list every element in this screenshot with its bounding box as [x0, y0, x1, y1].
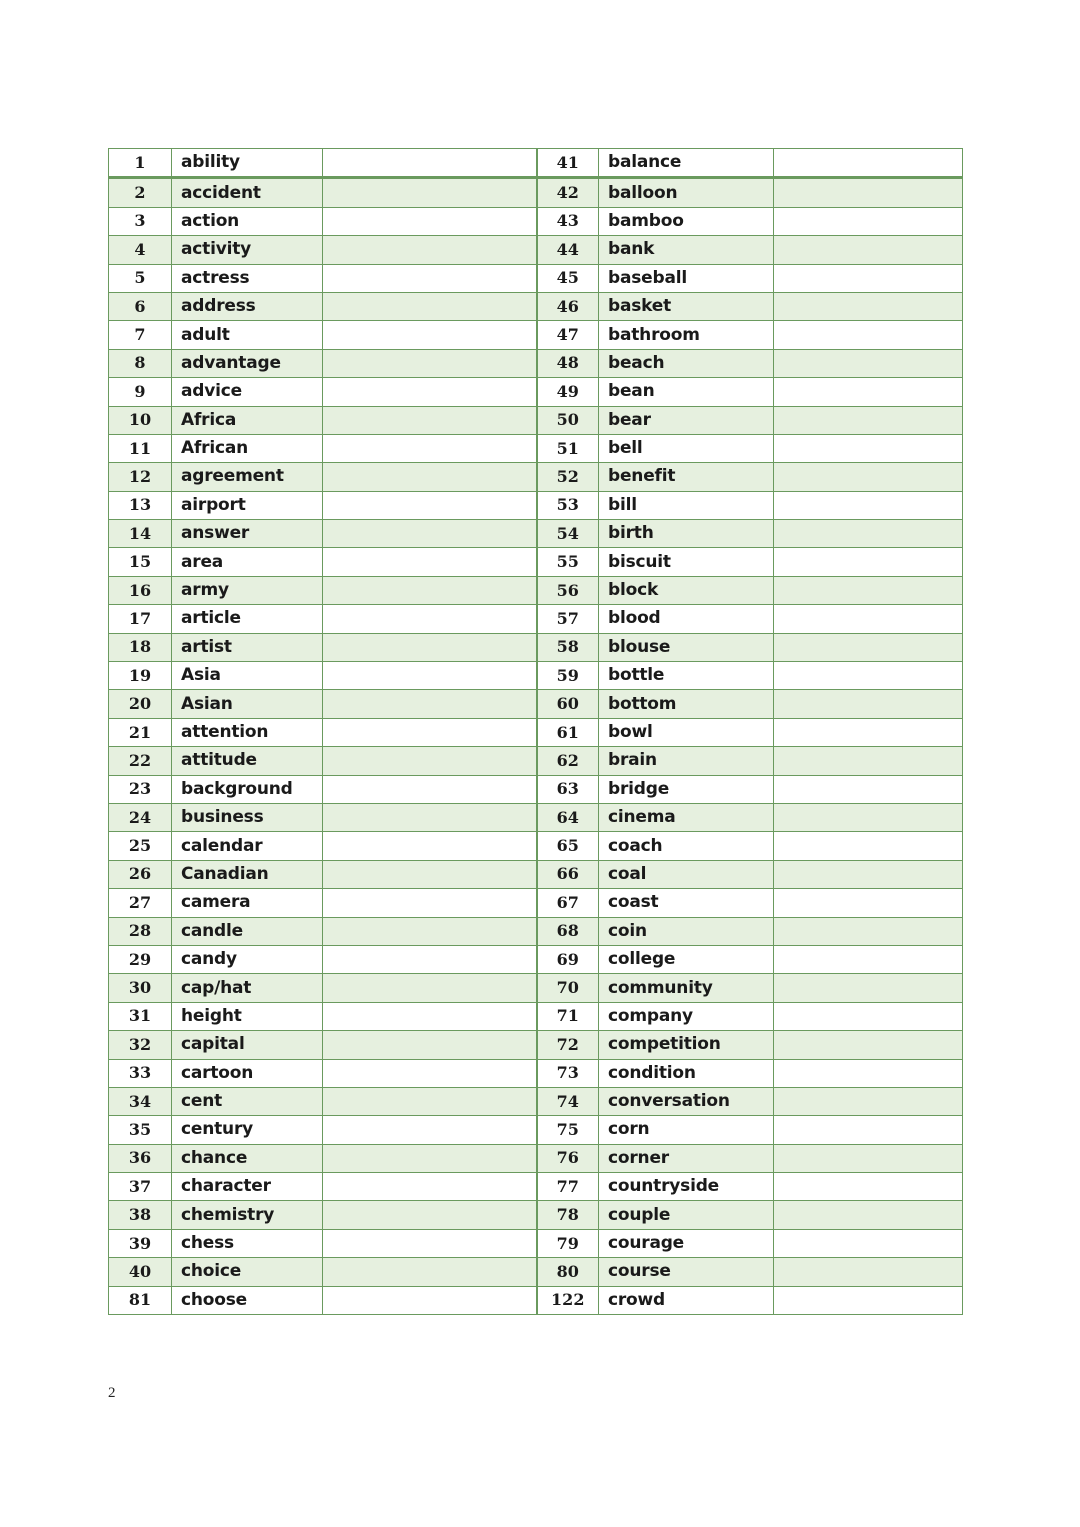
right-item-word: community — [599, 974, 774, 1002]
right-answer-cell[interactable] — [774, 548, 963, 576]
left-item-number: 33 — [109, 1059, 172, 1087]
vocabulary-table — [108, 148, 963, 1315]
right-answer-cell[interactable] — [774, 945, 963, 973]
right-item-word: corner — [599, 1144, 774, 1172]
right-answer-cell[interactable] — [774, 1201, 963, 1229]
left-item-number: 15 — [109, 548, 172, 576]
left-item-number: 30 — [109, 974, 172, 1002]
left-item-number: 24 — [109, 803, 172, 831]
left-answer-cell[interactable] — [323, 434, 537, 462]
right-item-number: 53 — [537, 491, 599, 519]
right-item-word: bamboo — [599, 207, 774, 235]
left-answer-cell[interactable] — [323, 378, 537, 406]
right-answer-cell[interactable] — [774, 178, 963, 207]
right-answer-cell[interactable] — [774, 1031, 963, 1059]
table-row — [109, 207, 963, 235]
table-row — [109, 463, 963, 491]
right-answer-cell[interactable] — [774, 747, 963, 775]
right-item-number: 65 — [537, 832, 599, 860]
table-row — [109, 321, 963, 349]
left-item-word: article — [172, 605, 323, 633]
table-row — [109, 1002, 963, 1030]
left-item-word: army — [172, 576, 323, 604]
right-item-number: 78 — [537, 1201, 599, 1229]
table-row — [109, 264, 963, 292]
right-item-number: 73 — [537, 1059, 599, 1087]
table-row — [109, 1116, 963, 1144]
left-answer-cell[interactable] — [323, 917, 537, 945]
right-item-word: coach — [599, 832, 774, 860]
left-item-number: 18 — [109, 633, 172, 661]
right-answer-cell[interactable] — [774, 434, 963, 462]
left-item-number: 20 — [109, 690, 172, 718]
table-row — [109, 1031, 963, 1059]
right-item-word: bank — [599, 236, 774, 264]
left-item-word: answer — [172, 520, 323, 548]
right-item-word: course — [599, 1258, 774, 1286]
left-item-number: 22 — [109, 747, 172, 775]
right-item-word: bathroom — [599, 321, 774, 349]
right-item-word: block — [599, 576, 774, 604]
right-answer-cell[interactable] — [774, 236, 963, 264]
left-answer-cell[interactable] — [323, 463, 537, 491]
left-item-number: 27 — [109, 889, 172, 917]
left-item-number: 32 — [109, 1031, 172, 1059]
right-item-word: beach — [599, 349, 774, 377]
left-item-number: 5 — [109, 264, 172, 292]
right-answer-cell[interactable] — [774, 1059, 963, 1087]
right-item-number: 56 — [537, 576, 599, 604]
left-item-word: African — [172, 434, 323, 462]
table-row — [109, 1201, 963, 1229]
left-item-word: advice — [172, 378, 323, 406]
right-item-word: conversation — [599, 1087, 774, 1115]
left-answer-cell[interactable] — [323, 207, 537, 235]
left-item-word: area — [172, 548, 323, 576]
table-row — [109, 149, 963, 178]
left-item-word: attitude — [172, 747, 323, 775]
left-answer-cell[interactable] — [323, 803, 537, 831]
right-item-number: 50 — [537, 406, 599, 434]
right-answer-cell[interactable] — [774, 718, 963, 746]
right-item-word: birth — [599, 520, 774, 548]
left-item-word: camera — [172, 889, 323, 917]
left-item-word: cent — [172, 1087, 323, 1115]
right-item-word: blood — [599, 605, 774, 633]
left-item-number: 38 — [109, 1201, 172, 1229]
left-answer-cell[interactable] — [323, 264, 537, 292]
right-answer-cell[interactable] — [774, 1087, 963, 1115]
right-item-word: baseball — [599, 264, 774, 292]
left-item-number: 16 — [109, 576, 172, 604]
table-row — [109, 178, 963, 207]
right-item-number: 46 — [537, 292, 599, 320]
left-item-word: capital — [172, 1031, 323, 1059]
left-item-word: chance — [172, 1144, 323, 1172]
right-answer-cell[interactable] — [774, 378, 963, 406]
left-item-number: 14 — [109, 520, 172, 548]
right-answer-cell[interactable] — [774, 520, 963, 548]
left-answer-cell[interactable] — [323, 775, 537, 803]
right-answer-cell[interactable] — [774, 860, 963, 888]
left-item-word: business — [172, 803, 323, 831]
right-answer-cell[interactable] — [774, 491, 963, 519]
table-row — [109, 292, 963, 320]
left-item-number: 6 — [109, 292, 172, 320]
right-answer-cell[interactable] — [774, 1286, 963, 1314]
left-item-word: choose — [172, 1286, 323, 1314]
table-row — [109, 1286, 963, 1314]
table-row — [109, 860, 963, 888]
table-row — [109, 520, 963, 548]
left-answer-cell[interactable] — [323, 605, 537, 633]
table-row — [109, 945, 963, 973]
right-answer-cell[interactable] — [774, 974, 963, 1002]
right-answer-cell[interactable] — [774, 406, 963, 434]
left-item-word: accident — [172, 178, 323, 207]
right-item-word: basket — [599, 292, 774, 320]
left-item-word: cap/hat — [172, 974, 323, 1002]
right-answer-cell[interactable] — [774, 576, 963, 604]
right-answer-cell[interactable] — [774, 321, 963, 349]
left-item-number: 3 — [109, 207, 172, 235]
left-item-number: 1 — [109, 149, 172, 178]
right-item-word: blouse — [599, 633, 774, 661]
right-item-number: 63 — [537, 775, 599, 803]
left-answer-cell[interactable] — [323, 1116, 537, 1144]
right-item-word: biscuit — [599, 548, 774, 576]
right-item-word: bell — [599, 434, 774, 462]
table-row — [109, 349, 963, 377]
left-answer-cell[interactable] — [323, 1258, 537, 1286]
right-answer-cell[interactable] — [774, 292, 963, 320]
left-answer-cell[interactable] — [323, 1229, 537, 1257]
left-item-word: agreement — [172, 463, 323, 491]
right-item-word: bean — [599, 378, 774, 406]
table-row — [109, 1144, 963, 1172]
left-answer-cell[interactable] — [323, 945, 537, 973]
left-item-word: ability — [172, 149, 323, 178]
right-answer-cell[interactable] — [774, 149, 963, 178]
left-answer-cell[interactable] — [323, 149, 537, 178]
right-item-word: couple — [599, 1201, 774, 1229]
right-item-word: balloon — [599, 178, 774, 207]
right-item-word: competition — [599, 1031, 774, 1059]
right-answer-cell[interactable] — [774, 690, 963, 718]
right-answer-cell[interactable] — [774, 662, 963, 690]
right-answer-cell[interactable] — [774, 803, 963, 831]
left-item-word: address — [172, 292, 323, 320]
table-row — [109, 662, 963, 690]
left-item-number: 35 — [109, 1116, 172, 1144]
table-row — [109, 718, 963, 746]
right-answer-cell[interactable] — [774, 1258, 963, 1286]
left-item-number: 26 — [109, 860, 172, 888]
left-item-word: chess — [172, 1229, 323, 1257]
table-row — [109, 775, 963, 803]
left-answer-cell[interactable] — [323, 1173, 537, 1201]
left-item-word: adult — [172, 321, 323, 349]
left-answer-cell[interactable] — [323, 860, 537, 888]
right-item-number: 55 — [537, 548, 599, 576]
left-item-word: candy — [172, 945, 323, 973]
table-row — [109, 491, 963, 519]
vocabulary-table-body — [109, 149, 963, 1315]
right-item-word: coast — [599, 889, 774, 917]
left-item-word: Asian — [172, 690, 323, 718]
left-answer-cell[interactable] — [323, 178, 537, 207]
left-item-word: choice — [172, 1258, 323, 1286]
left-item-number: 34 — [109, 1087, 172, 1115]
left-answer-cell[interactable] — [323, 349, 537, 377]
right-answer-cell[interactable] — [774, 605, 963, 633]
right-item-number: 54 — [537, 520, 599, 548]
left-answer-cell[interactable] — [323, 690, 537, 718]
left-item-word: height — [172, 1002, 323, 1030]
right-item-word: corn — [599, 1116, 774, 1144]
table-row — [109, 434, 963, 462]
left-answer-cell[interactable] — [323, 321, 537, 349]
right-item-word: coal — [599, 860, 774, 888]
table-row — [109, 236, 963, 264]
right-item-word: brain — [599, 747, 774, 775]
table-row — [109, 633, 963, 661]
left-answer-cell[interactable] — [323, 718, 537, 746]
table-row — [109, 747, 963, 775]
left-item-word: action — [172, 207, 323, 235]
right-item-word: bottle — [599, 662, 774, 690]
right-item-number: 45 — [537, 264, 599, 292]
table-row — [109, 917, 963, 945]
left-item-number: 11 — [109, 434, 172, 462]
left-item-number: 21 — [109, 718, 172, 746]
left-item-word: activity — [172, 236, 323, 264]
right-item-number: 51 — [537, 434, 599, 462]
right-answer-cell[interactable] — [774, 207, 963, 235]
right-item-word: bowl — [599, 718, 774, 746]
right-item-number: 71 — [537, 1002, 599, 1030]
left-answer-cell[interactable] — [323, 1087, 537, 1115]
left-item-word: cartoon — [172, 1059, 323, 1087]
table-row — [109, 1173, 963, 1201]
right-item-word: bridge — [599, 775, 774, 803]
table-row — [109, 1258, 963, 1286]
table-row — [109, 974, 963, 1002]
left-answer-cell[interactable] — [323, 406, 537, 434]
left-item-number: 12 — [109, 463, 172, 491]
right-item-number: 58 — [537, 633, 599, 661]
left-item-word: Africa — [172, 406, 323, 434]
left-answer-cell[interactable] — [323, 832, 537, 860]
table-row — [109, 1229, 963, 1257]
right-answer-cell[interactable] — [774, 463, 963, 491]
left-item-word: actress — [172, 264, 323, 292]
right-item-number: 75 — [537, 1116, 599, 1144]
right-item-number: 52 — [537, 463, 599, 491]
right-item-number: 67 — [537, 889, 599, 917]
right-item-number: 57 — [537, 605, 599, 633]
right-item-number: 68 — [537, 917, 599, 945]
left-item-word: advantage — [172, 349, 323, 377]
left-item-number: 13 — [109, 491, 172, 519]
right-item-number: 77 — [537, 1173, 599, 1201]
left-item-number: 19 — [109, 662, 172, 690]
left-answer-cell[interactable] — [323, 1031, 537, 1059]
right-answer-cell[interactable] — [774, 1144, 963, 1172]
left-item-word: century — [172, 1116, 323, 1144]
right-item-number: 49 — [537, 378, 599, 406]
left-item-number: 37 — [109, 1173, 172, 1201]
left-answer-cell[interactable] — [323, 236, 537, 264]
left-answer-cell[interactable] — [323, 1059, 537, 1087]
right-item-number: 70 — [537, 974, 599, 1002]
left-answer-cell[interactable] — [323, 491, 537, 519]
table-row — [109, 378, 963, 406]
right-item-word: college — [599, 945, 774, 973]
left-item-word: chemistry — [172, 1201, 323, 1229]
left-item-number: 9 — [109, 378, 172, 406]
left-item-number: 40 — [109, 1258, 172, 1286]
right-answer-cell[interactable] — [774, 889, 963, 917]
left-answer-cell[interactable] — [323, 662, 537, 690]
right-item-word: balance — [599, 149, 774, 178]
right-answer-cell[interactable] — [774, 264, 963, 292]
page-number: 2 — [108, 1385, 116, 1401]
table-row — [109, 406, 963, 434]
left-item-word: Canadian — [172, 860, 323, 888]
left-answer-cell[interactable] — [323, 889, 537, 917]
right-item-number: 122 — [537, 1286, 599, 1314]
right-item-word: bill — [599, 491, 774, 519]
right-item-number: 59 — [537, 662, 599, 690]
right-answer-cell[interactable] — [774, 775, 963, 803]
right-item-number: 48 — [537, 349, 599, 377]
right-item-number: 60 — [537, 690, 599, 718]
left-item-number: 81 — [109, 1286, 172, 1314]
left-answer-cell[interactable] — [323, 520, 537, 548]
right-item-word: bottom — [599, 690, 774, 718]
right-item-word: benefit — [599, 463, 774, 491]
left-item-number: 7 — [109, 321, 172, 349]
right-item-number: 74 — [537, 1087, 599, 1115]
right-item-number: 62 — [537, 747, 599, 775]
right-answer-cell[interactable] — [774, 832, 963, 860]
left-item-number: 2 — [109, 178, 172, 207]
left-item-number: 29 — [109, 945, 172, 973]
right-item-number: 43 — [537, 207, 599, 235]
left-item-word: character — [172, 1173, 323, 1201]
right-item-number: 44 — [537, 236, 599, 264]
right-answer-cell[interactable] — [774, 633, 963, 661]
right-item-number: 47 — [537, 321, 599, 349]
left-answer-cell[interactable] — [323, 633, 537, 661]
right-item-word: company — [599, 1002, 774, 1030]
left-answer-cell[interactable] — [323, 1144, 537, 1172]
left-answer-cell[interactable] — [323, 1201, 537, 1229]
left-answer-cell[interactable] — [323, 974, 537, 1002]
right-item-number: 76 — [537, 1144, 599, 1172]
right-item-number: 80 — [537, 1258, 599, 1286]
right-item-number: 42 — [537, 178, 599, 207]
right-answer-cell[interactable] — [774, 1173, 963, 1201]
left-answer-cell[interactable] — [323, 1286, 537, 1314]
right-item-number: 69 — [537, 945, 599, 973]
right-answer-cell[interactable] — [774, 917, 963, 945]
left-item-word: candle — [172, 917, 323, 945]
table-row — [109, 548, 963, 576]
left-answer-cell[interactable] — [323, 576, 537, 604]
right-item-word: courage — [599, 1229, 774, 1257]
right-answer-cell[interactable] — [774, 349, 963, 377]
left-item-number: 31 — [109, 1002, 172, 1030]
table-row — [109, 1087, 963, 1115]
left-item-word: attention — [172, 718, 323, 746]
table-row — [109, 1059, 963, 1087]
table-row — [109, 605, 963, 633]
right-item-number: 61 — [537, 718, 599, 746]
right-answer-cell[interactable] — [774, 1116, 963, 1144]
table-row — [109, 803, 963, 831]
left-item-number: 23 — [109, 775, 172, 803]
left-item-word: calendar — [172, 832, 323, 860]
left-item-number: 28 — [109, 917, 172, 945]
right-answer-cell[interactable] — [774, 1002, 963, 1030]
left-item-number: 25 — [109, 832, 172, 860]
right-item-word: bear — [599, 406, 774, 434]
left-item-number: 10 — [109, 406, 172, 434]
right-item-number: 64 — [537, 803, 599, 831]
left-item-number: 39 — [109, 1229, 172, 1257]
left-item-word: background — [172, 775, 323, 803]
left-answer-cell[interactable] — [323, 747, 537, 775]
left-item-word: artist — [172, 633, 323, 661]
right-item-word: coin — [599, 917, 774, 945]
left-item-number: 36 — [109, 1144, 172, 1172]
right-item-word: countryside — [599, 1173, 774, 1201]
left-item-word: airport — [172, 491, 323, 519]
table-row — [109, 832, 963, 860]
left-item-number: 17 — [109, 605, 172, 633]
left-item-word: Asia — [172, 662, 323, 690]
right-answer-cell[interactable] — [774, 1229, 963, 1257]
right-item-number: 79 — [537, 1229, 599, 1257]
right-item-word: cinema — [599, 803, 774, 831]
right-item-number: 72 — [537, 1031, 599, 1059]
right-item-number: 41 — [537, 149, 599, 178]
right-item-number: 66 — [537, 860, 599, 888]
table-row — [109, 889, 963, 917]
table-row — [109, 690, 963, 718]
left-item-number: 8 — [109, 349, 172, 377]
left-answer-cell[interactable] — [323, 292, 537, 320]
left-item-number: 4 — [109, 236, 172, 264]
right-item-word: crowd — [599, 1286, 774, 1314]
right-item-word: condition — [599, 1059, 774, 1087]
table-row — [109, 576, 963, 604]
left-answer-cell[interactable] — [323, 1002, 537, 1030]
left-answer-cell[interactable] — [323, 548, 537, 576]
